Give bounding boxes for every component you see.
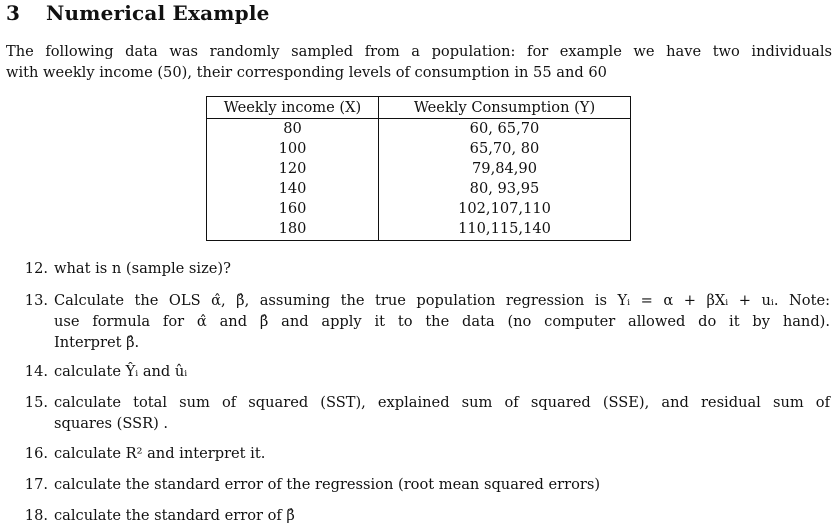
income-cell: 140 — [207, 179, 379, 199]
consumption-cell: 102,107,110 — [379, 199, 631, 219]
question-text: Calculate the OLS α̂, β̂, assuming the true population regression is Yᵢ = α + βXᵢ + uᵢ. Note: — [54, 292, 830, 309]
consumption-cell: 110,115,140 — [379, 219, 631, 241]
table-row — [207, 199, 631, 219]
question-text: Interpret β̂. — [54, 334, 140, 351]
income-cell: 180 — [207, 219, 379, 241]
question-text: squares (SSR) . — [54, 415, 169, 432]
table-row — [207, 219, 631, 241]
income-cell: 100 — [207, 139, 379, 159]
data-table — [206, 96, 631, 241]
income-cell: 80 — [207, 119, 379, 139]
consumption-cell: 65,70, 80 — [379, 139, 631, 159]
consumption-cell: 60, 65,70 — [379, 119, 631, 139]
column-header-consumption: Weekly Consumption (Y) — [379, 97, 631, 119]
question-number: 13. — [24, 292, 48, 309]
section-heading — [6, 1, 270, 25]
section-number: 3 — [6, 1, 21, 25]
consumption-cell: 80, 93,95 — [379, 179, 631, 199]
table-row — [207, 119, 631, 139]
question-text: calculate the standard error of the regression (root mean squared errors) — [54, 476, 601, 493]
question-text: calculate Ŷᵢ and ûᵢ — [54, 363, 188, 380]
question-number: 12. — [24, 260, 48, 277]
question-number: 18. — [24, 507, 48, 524]
question-number: 15. — [24, 394, 48, 411]
column-header-income: Weekly income (X) — [207, 97, 379, 119]
intro-line: with weekly income (50), their corresponding levels of consumption in 55 and 60 — [6, 64, 607, 81]
income-cell: 120 — [207, 159, 379, 179]
consumption-cell: 79,84,90 — [379, 159, 631, 179]
income-cell: 160 — [207, 199, 379, 219]
table-row — [207, 179, 631, 199]
question-text: use formula for α̂ and β̂ and apply it to the data (no computer allowed do it by hand). — [54, 313, 830, 330]
intro-line: The following data was randomly sampled from a population: for example we have two individuals — [6, 43, 832, 60]
table-row — [207, 139, 631, 159]
question-text: calculate the standard error of β̂ — [54, 507, 295, 524]
question-text: calculate total sum of squared (SST), explained sum of squared (SSE), and residual sum of — [54, 394, 830, 411]
question-number: 16. — [24, 445, 48, 462]
table-header-row — [207, 97, 631, 119]
question-text: calculate R² and interpret it. — [54, 445, 266, 462]
question-number: 14. — [24, 363, 48, 380]
section-title: Numerical Example — [46, 1, 270, 25]
question-text: what is n (sample size)? — [54, 260, 231, 277]
table-row — [207, 159, 631, 179]
question-number: 17. — [24, 476, 48, 493]
intro-paragraph — [6, 41, 832, 83]
